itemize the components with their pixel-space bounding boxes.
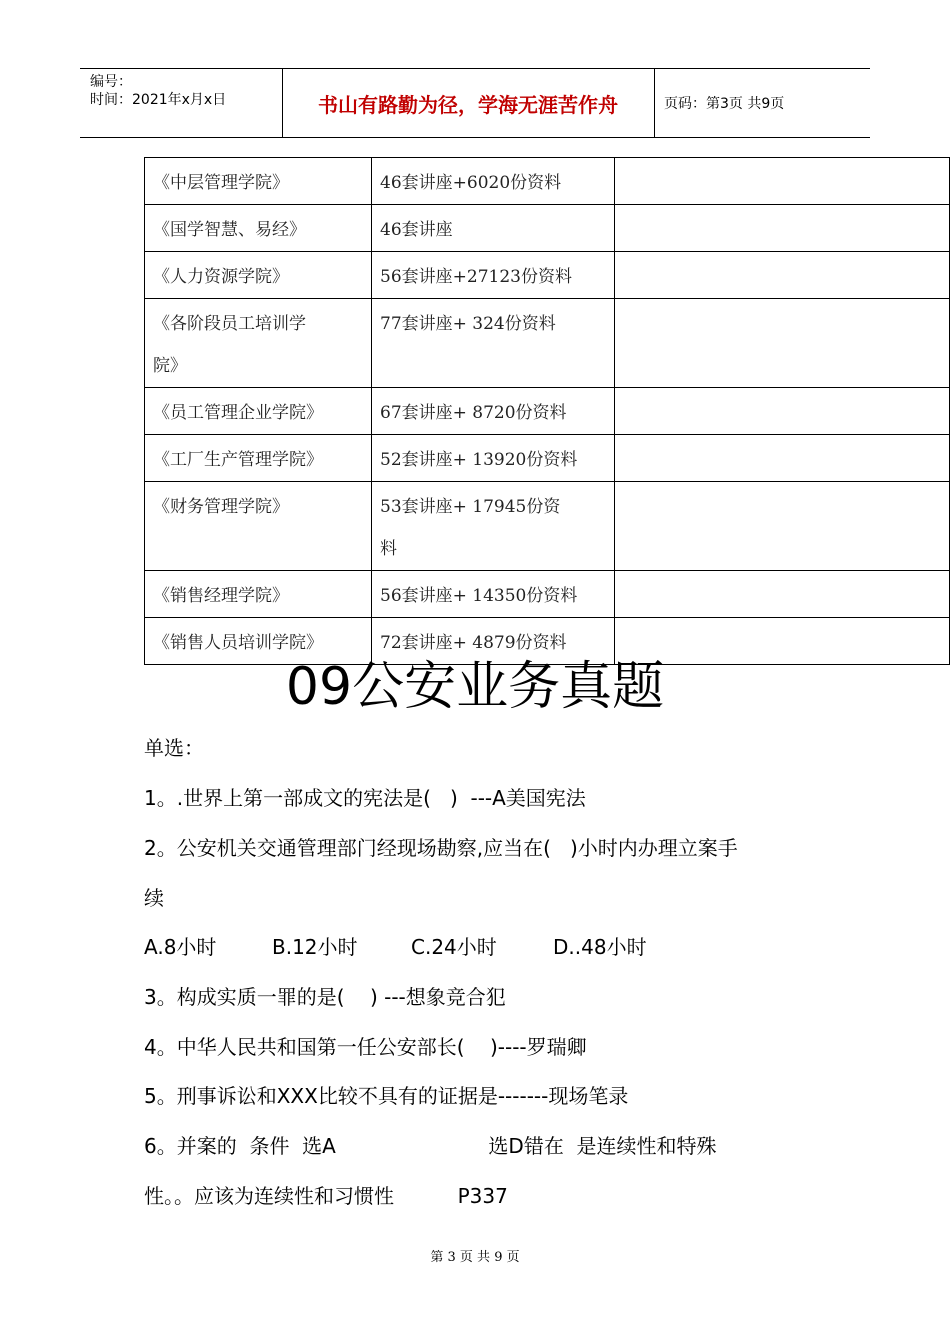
question-2: 2。公安机关交通管理部门经现场勘察,应当在( )小时内办理立案手 [144, 836, 738, 860]
table-cell: 52套讲座+ 13920份资料 [372, 435, 615, 482]
table-cell [372, 482, 615, 571]
question-3: 3。构成实质一罪的是( ) ---想象竞合犯 [144, 985, 506, 1009]
table-row [145, 388, 950, 435]
table-cell: 《人力资源学院》 [145, 252, 372, 299]
table-cell [615, 299, 950, 388]
table-cell [145, 299, 372, 388]
table-cell [615, 158, 950, 205]
table-cell: 77套讲座+ 324份资料 [372, 299, 615, 388]
table-cell: 《销售经理学院》 [145, 571, 372, 618]
table-cell [615, 205, 950, 252]
table-row [145, 482, 950, 571]
table-cell [615, 435, 950, 482]
question-1: 1。.世界上第一部成文的宪法是( ) ---A美国宪法 [144, 786, 586, 810]
course-table [144, 157, 950, 665]
table-cell [615, 252, 950, 299]
option-b: B.12小时 [272, 935, 358, 959]
table-cell [615, 482, 950, 571]
table-row [145, 158, 950, 205]
wrapped-cell-text: 53套讲座+ 17945份资料 [380, 497, 561, 559]
header-motto: 书山有路勤为径，学海无涯苦作舟 [318, 92, 618, 117]
table-cell: 《财务管理学院》 [145, 482, 372, 571]
number-label: 编号： [90, 74, 132, 90]
table-cell [615, 571, 950, 618]
page-header [80, 68, 870, 138]
table-cell: 《员工管理企业学院》 [145, 388, 372, 435]
table-row [145, 299, 950, 388]
header-page-info: 页码：第3页 共9页 [664, 96, 785, 112]
question-2-continued: 续 [144, 886, 164, 910]
table-cell: 46套讲座+6020份资料 [372, 158, 615, 205]
time-label: 时间：2021年x月x日 [90, 92, 227, 108]
table-cell: 《国学智慧、易经》 [145, 205, 372, 252]
header-divider [654, 69, 655, 137]
page-title: 09公安业务真题 [285, 657, 665, 717]
question-5: 5。刑事诉讼和XXX比较不具有的证据是-------现场笔录 [144, 1084, 629, 1108]
table-cell: 《销售人员培训学院》 [145, 618, 372, 665]
question-6: 6。并案的 条件 选A 选D错在 是连续性和特殊 [144, 1134, 717, 1158]
table-cell: 56套讲座+27123份资料 [372, 252, 615, 299]
table-cell: 72套讲座+ 4879份资料 [372, 618, 615, 665]
page-footer: 第 3 页 共 9 页 [430, 1250, 520, 1265]
option-a: A.8小时 [144, 935, 217, 959]
header-meta [90, 73, 226, 109]
table-cell: 46套讲座 [372, 205, 615, 252]
table-cell: 《中层管理学院》 [145, 158, 372, 205]
table-row [145, 435, 950, 482]
table-row [145, 571, 950, 618]
table-cell: 56套讲座+ 14350份资料 [372, 571, 615, 618]
question-4: 4。中华人民共和国第一任公安部长( )----罗瑞卿 [144, 1035, 587, 1059]
table-cell [615, 388, 950, 435]
table-cell: 《工厂生产管理学院》 [145, 435, 372, 482]
section-heading: 单选： [144, 736, 204, 760]
table-row [145, 205, 950, 252]
option-c: C.24小时 [411, 935, 497, 959]
wrapped-cell-text: 《各阶段员工培训学院》 [153, 314, 306, 376]
table-row [145, 252, 950, 299]
table-cell: 67套讲座+ 8720份资料 [372, 388, 615, 435]
option-d: D..48小时 [553, 935, 647, 959]
question-6-continued: 性。。应该为连续性和习惯性 P337 [144, 1184, 508, 1208]
